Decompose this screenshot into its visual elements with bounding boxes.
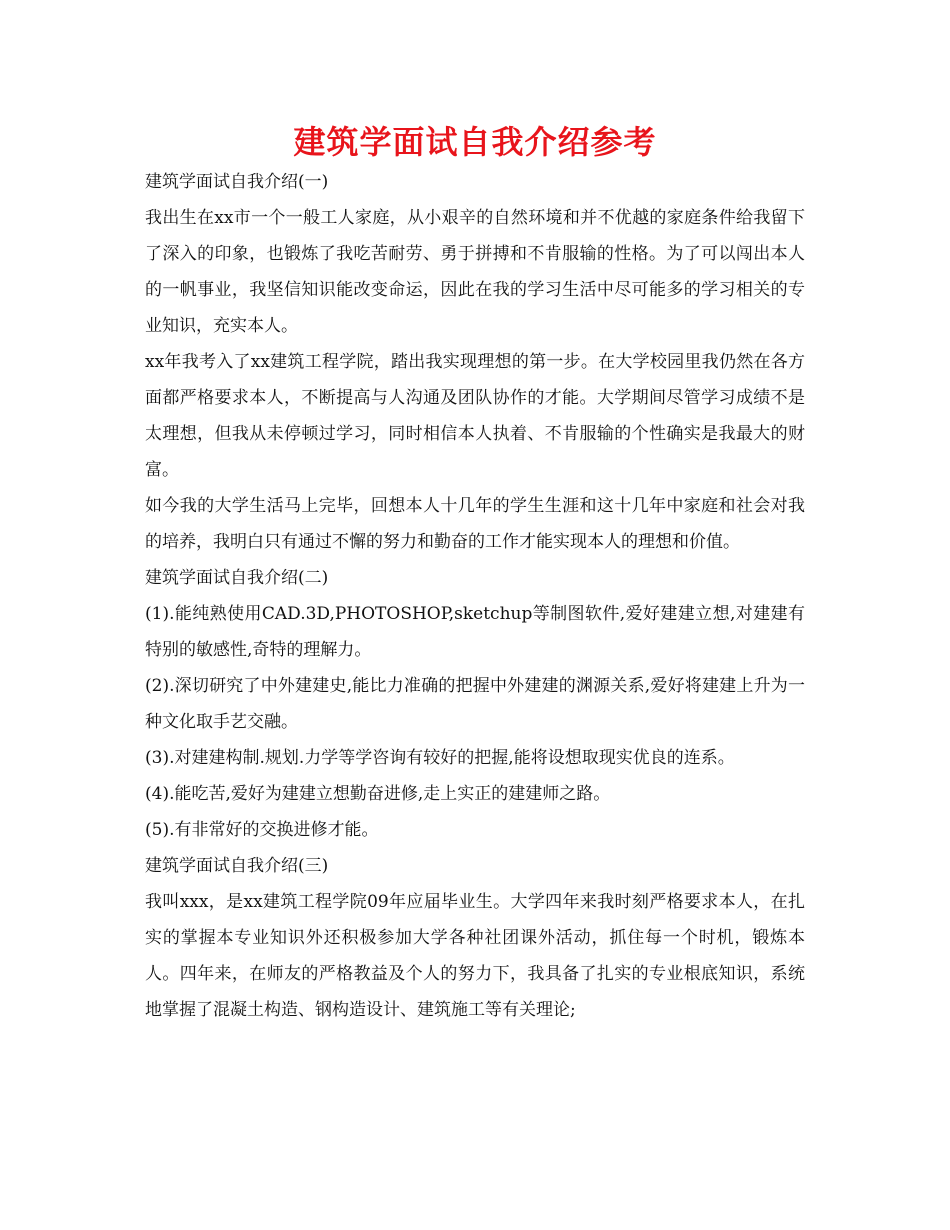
body-paragraph: 我出生在xx市一个一般工人家庭，从小艰辛的自然环境和并不优越的家庭条件给我留下了深入的印象，也锻炼了我吃苦耐劳、勇于拼搏和不肯服输的性格。为了可以闯出本人的一帆事业，我坚信知识能改变命运，因此在我的学习生活中尽可能多的学习相关的专业知识，充实本人。 [145, 208, 805, 336]
list-item: (3).对建建构制.规划.力学等学咨询有较好的把握,能将设想取现实优良的连系。 [145, 748, 735, 768]
section-heading-1: 建筑学面试自我介绍(一) [145, 172, 329, 192]
body-paragraph: 我叫xxx，是xx建筑工程学院09年应届毕业生。大学四年来我时刻严格要求本人，在扎实的掌握本专业知识外还积极参加大学各种社团课外活动，抓住每一个时机，锻炼本人。四年来，在师友的严格教益及个人的努力下，我具备了扎实的专业根底知识，系统地掌握了混凝土构造、钢构造设计、建筑施工等有关理论; [145, 892, 805, 1020]
document-title: 建筑学面试自我介绍参考 [293, 123, 657, 161]
section-heading-3: 建筑学面试自我介绍(三) [145, 856, 329, 876]
list-item: (1).能纯熟使用CAD.3D,PHOTOSHOP,sketchup等制图软件,爱好建建立想,对建建有特别的敏感性,奇特的理解力。 [145, 604, 805, 660]
section-heading-2: 建筑学面试自我介绍(二) [145, 568, 329, 588]
body-paragraph: 如今我的大学生活马上完毕，回想本人十几年的学生生涯和这十几年中家庭和社会对我的培养，我明白只有通过不懈的努力和勤奋的工作才能实现本人的理想和价值。 [145, 496, 805, 552]
list-item: (4).能吃苦,爱好为建建立想勤奋进修,走上实正的建建师之路。 [145, 784, 611, 804]
list-item: (5).有非常好的交换进修才能。 [145, 820, 379, 840]
document-body [145, 164, 805, 1028]
body-paragraph: xx年我考入了xx建筑工程学院，踏出我实现理想的第一步。在大学校园里我仍然在各方面都严格要求本人，不断提高与人沟通及团队协作的才能。大学期间尽管学习成绩不是太理想，但我从未停顿过学习，同时相信本人执着、不肯服输的个性确实是我最大的财富。 [145, 352, 805, 480]
list-item: (2).深切研究了中外建建史,能比力准确的把握中外建建的渊源关系,爱好将建建上升为一种文化取手艺交融。 [145, 676, 805, 732]
